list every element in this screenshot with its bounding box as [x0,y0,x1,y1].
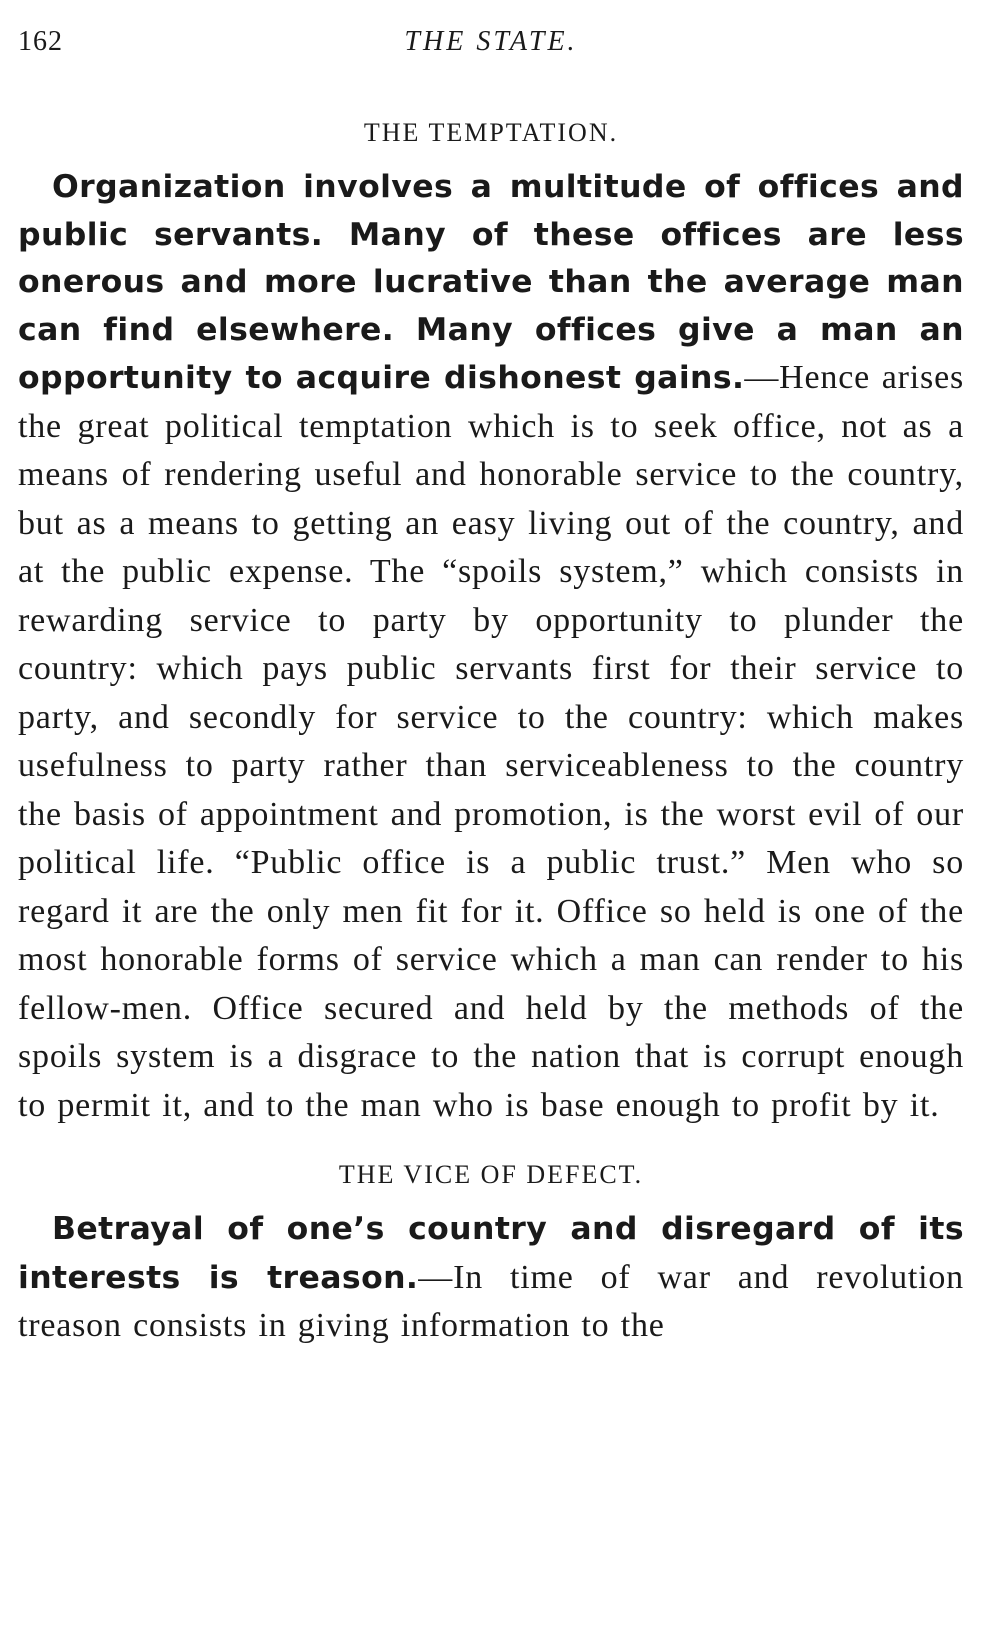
lead-sentence: Betrayal of one’s country and disregard of its interests is treason. [18,1211,964,1296]
paragraph-temptation [18,164,964,1130]
running-title: THE STATE. [404,26,578,57]
running-head [18,18,964,70]
paragraph-vice-of-defect [18,1206,964,1351]
body-text: —In time of war and revolution treason consists in giving information to the [18,1258,964,1344]
book-page [18,18,964,1608]
section-heading-vice-of-defect: THE VICE OF DEFECT. [338,1160,644,1189]
page-number: 162 [18,26,63,57]
lead-sentence: Organization involves a multitude of offices and public servants. Many of these offices are less onerous and more lucrative than the average man can find elsewhere. Many offices give a man an opportunity to acquire dishonest gains. [18,169,964,396]
section-heading-temptation: THE TEMPTATION. [363,118,619,147]
body-text: —Hence arises the great political temptation which is to seek office, not as a means of rendering useful and honorable service to the country, but as a means to getting an easy living out of the country, and at the public expense. The “spoils system,” which consists in rewarding service to party by opportunity to plunder the country: which pays public servants first for their service to party, and secondly for service to the country: which makes usefulness to party rather than serviceableness to the country the basis of appointment and promotion, is the worst evil of our political life. “Public office is a public trust.” Men who so regard it are the only men fit for it. Office so held is one of the most honorable forms of service which a man can render to his fellow-men. Office secured and held by the methods of the spoils system is a disgrace to the nation that is corrupt enough to permit it, and to the man who is base enough to profit by it. [18,359,964,1124]
